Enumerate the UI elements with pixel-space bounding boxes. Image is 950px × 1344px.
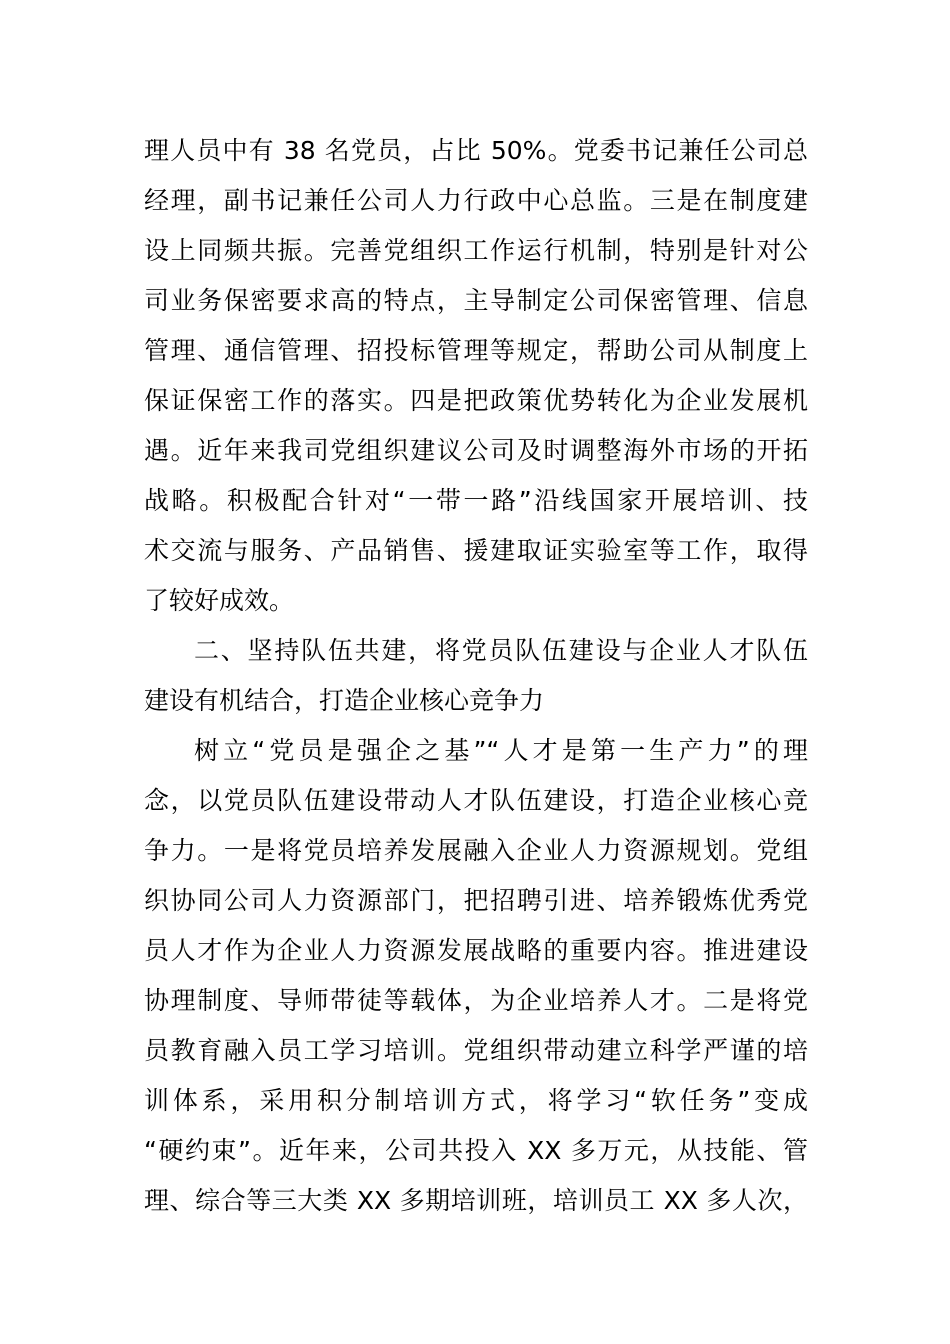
text-line: 管理、通信管理、招投标管理等规定，帮助公司从制度上 xyxy=(144,336,808,365)
document-body xyxy=(144,126,808,1226)
text-line: 司业务保密要求高的特点，主导制定公司保密管理、信息 xyxy=(144,286,808,315)
text-line: 员人才作为企业人力资源发展战略的重要内容。推进建设 xyxy=(144,936,808,965)
text-line: 遇。近年来我司党组织建议公司及时调整海外市场的开拓 xyxy=(144,436,808,465)
text-line: 了较好成效。 xyxy=(144,586,295,615)
text-line: “硬约束”。近年来，公司共投入 XX 多万元，从技能、管 xyxy=(144,1136,808,1165)
text-line: 经理，副书记兼任公司人力行政中心总监。三是在制度建 xyxy=(144,186,808,215)
text-line: 训体系，采用积分制培训方式，将学习“软任务”变成 xyxy=(144,1086,808,1115)
text-line: 争力。一是将党员培养发展融入企业人力资源规划。党组 xyxy=(144,836,808,865)
text-line: 员教育融入员工学习培训。党组织带动建立科学严谨的培 xyxy=(144,1036,808,1065)
text-line: 念，以党员队伍建设带动人才队伍建设，打造企业核心竞 xyxy=(144,786,808,815)
text-line: 理人员中有 38 名党员，占比 50%。党委书记兼任公司总 xyxy=(144,136,808,165)
text-line: 战略。积极配合针对“一带一路”沿线国家开展培训、技 xyxy=(144,486,808,515)
section-heading-line: 二、坚持队伍共建，将党员队伍建设与企业人才队伍 xyxy=(194,636,808,665)
text-line: 织协同公司人力资源部门，把招聘引进、培养锻炼优秀党 xyxy=(144,886,808,915)
text-line: 树立“党员是强企之基”“人才是第一生产力”的理 xyxy=(194,736,808,765)
text-line: 理、综合等三大类 XX 多期培训班，培训员工 XX 多人次， xyxy=(144,1186,808,1215)
section-heading-line: 建设有机结合，打造企业核心竞争力 xyxy=(144,686,545,715)
text-line: 设上同频共振。完善党组织工作运行机制，特别是针对公 xyxy=(144,236,808,265)
text-line: 保证保密工作的落实。四是把政策优势转化为企业发展机 xyxy=(144,386,808,415)
text-line: 协理制度、导师带徒等载体，为企业培养人才。二是将党 xyxy=(144,986,808,1015)
text-line: 术交流与服务、产品销售、援建取证实验室等工作，取得 xyxy=(144,536,808,565)
